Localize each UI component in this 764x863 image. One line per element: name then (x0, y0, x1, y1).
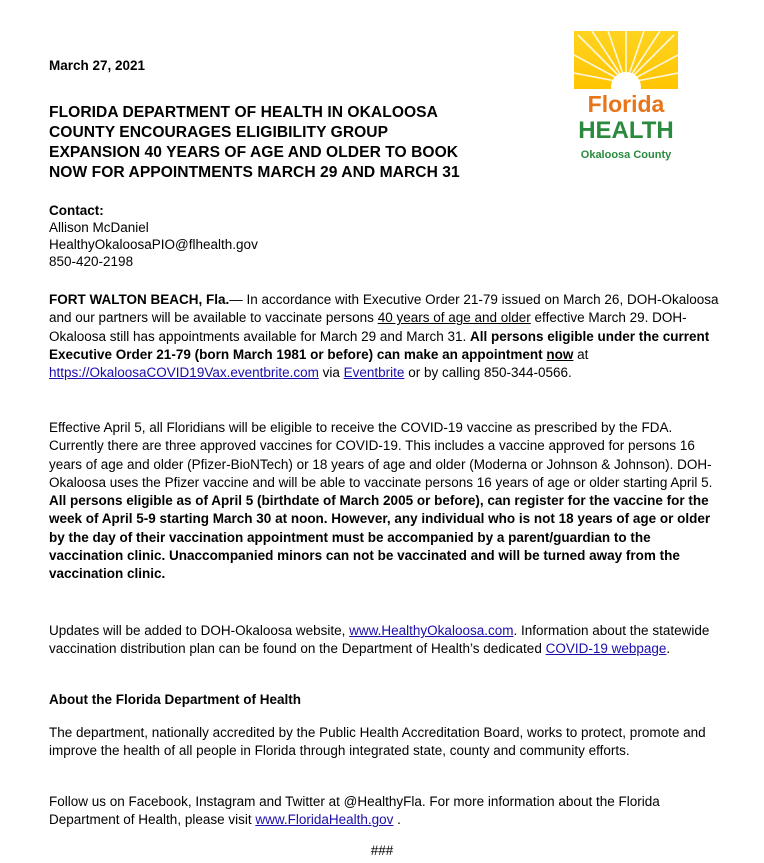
underlined-text: 40 years of age and older (377, 310, 531, 326)
eventbrite-link[interactable]: Eventbrite (343, 365, 405, 381)
florida-health-link[interactable]: www.FloridaHealth.gov (255, 812, 394, 828)
headline-line: EXPANSION 40 YEARS OF AGE AND OLDER TO BOOK (49, 144, 459, 161)
eventbrite-url-link[interactable]: https://OkaloosaCOVID19Vax.eventbrite.com (49, 365, 319, 381)
headline-line: COUNTY ENCOURAGES ELIGIBILITY GROUP (49, 124, 389, 141)
text: effective March 29. DOH-Okaloosa still has appointments available for March 29 and March 31. (49, 310, 687, 344)
text: at (573, 346, 589, 362)
headline-line: FLORIDA DEPARTMENT OF HEALTH IN OKALOOSA (49, 104, 438, 121)
logo-text-county: Okaloosa County (580, 149, 672, 161)
contact-email: HealthyOkaloosaPIO@flhealth.gov (49, 237, 258, 252)
text: Effective April 5, all Floridians will be eligible to receive the COVID-19 vaccine as prescribed by the FDA. Currently there are three approved vaccines for COVID-19. This includes a vaccine approved for persons 16 years of age and older (Pfizer-BioNTech) or 18 years of age and older (Moderna or Johnson & Johnson). DOH-Okaloosa uses the Pfizer vaccine and will be able to vaccinate persons 16 years of age or older starting April 5. (49, 420, 713, 490)
contact-phone: 850-420-2198 (49, 254, 134, 269)
bold-text: All persons eligible as of April 5 (birthdate of March 2005 or before), can register for the vaccine for the week of April 5-9 starting March 30 at noon. However, any individual who is not 18 years of age or older by the day of their vaccination appointment must be accompanied by a parent/guardian to the vaccination clinic. Unaccompanied minors can not be vaccinated and will be turned away from the vaccination clinic. (49, 493, 711, 582)
florida-health-logo (574, 31, 678, 165)
logo-text-health: HEALTH (578, 117, 674, 144)
headline-line: NOW FOR APPOINTMENTS MARCH 29 AND MARCH 31 (49, 164, 460, 181)
text: . (393, 812, 401, 828)
bold-text: All persons eligible under the current Executive Order 21-79 (born March 1981 or before) can make an appointment (49, 328, 710, 362)
paragraph-updates (49, 622, 719, 659)
text: — In accordance with Executive Order 21-79 issued on March 26, DOH-Okaloosa and our partners will be available to vaccinate persons (49, 292, 719, 326)
paragraph-april-eligibility (49, 419, 719, 584)
covid-webpage-link[interactable]: COVID-19 webpage (545, 641, 667, 657)
healthy-okaloosa-link[interactable]: www.HealthyOkaloosa.com (349, 623, 514, 638)
about-heading: About the Florida Department of Health (49, 692, 302, 707)
paragraph-executive-order (49, 291, 719, 382)
text: via (318, 365, 344, 381)
headline (49, 103, 549, 183)
contact-name: Allison McDaniel (49, 220, 149, 235)
text: Updates will be added to DOH-Okaloosa website, (49, 623, 350, 638)
text: . Information about the statewide vaccination distribution plan can be found on the Department of Health’s dedicated (49, 623, 710, 657)
dateline: FORT WALTON BEACH, Fla. (49, 292, 230, 307)
bold-underlined-text: now (546, 346, 574, 362)
text: or by calling 850-344-0566. (404, 365, 572, 381)
paragraph-about: The department, nationally accredited by the Public Health Accreditation Board, works to protect, promote and improve the health of all people in Florida through integrated state, county and community efforts. (49, 725, 706, 759)
contact-label: Contact: (49, 203, 104, 218)
end-mark: ### (370, 843, 394, 858)
paragraph-follow-us (49, 793, 719, 830)
text: . (666, 641, 671, 657)
text: Follow us on Facebook, Instagram and Twitter at @HealthyFla. For more information about the Florida Department of Health, please visit (49, 794, 660, 828)
logo-text-florida: Florida (587, 91, 665, 117)
contact-block (49, 202, 258, 270)
release-date: March 27, 2021 (49, 58, 146, 73)
